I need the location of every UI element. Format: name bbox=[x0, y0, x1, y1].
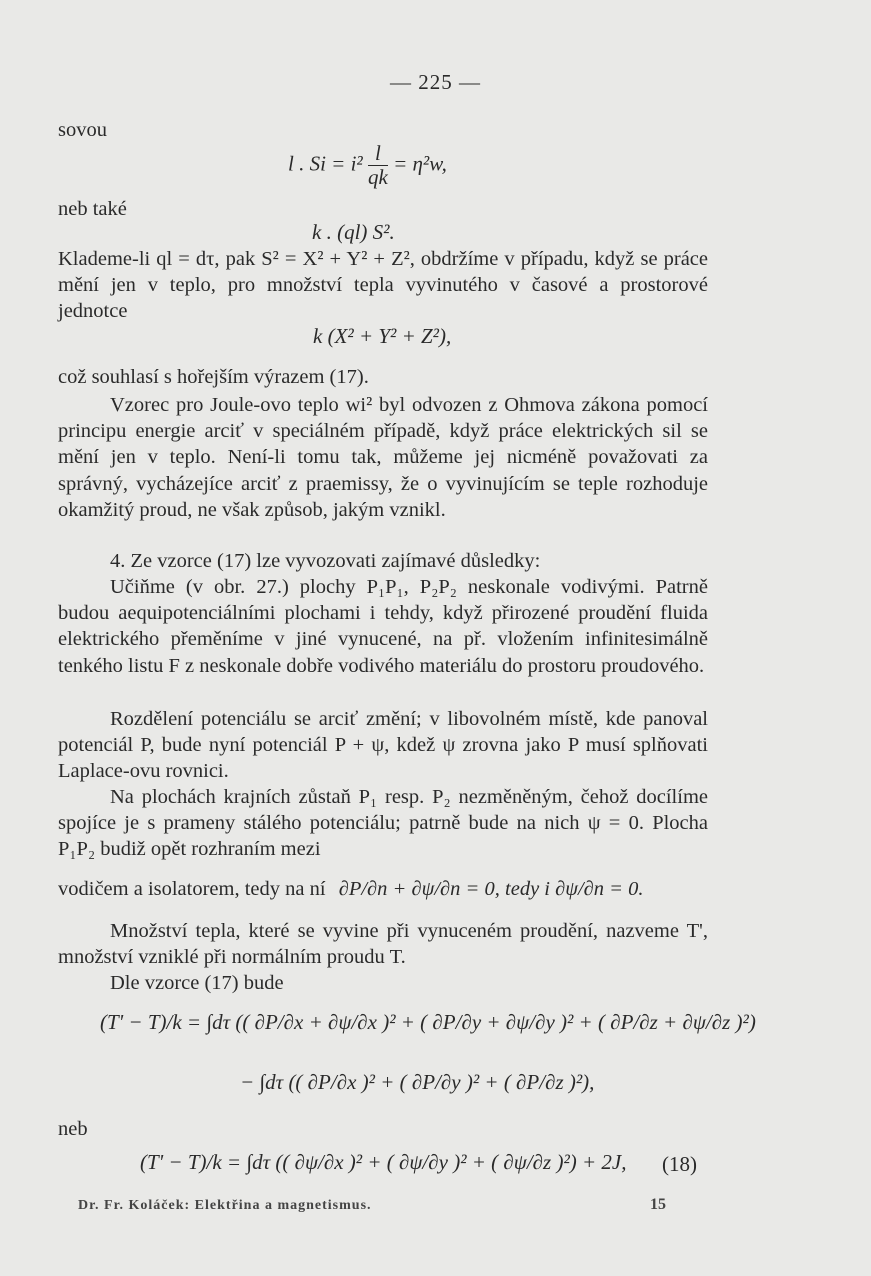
text-line-sovou: sovou bbox=[58, 119, 107, 141]
footer-book-title: Dr. Fr. Koláček: Elektřina a magnetismus. bbox=[78, 1198, 372, 1213]
paragraph-6: Rozdělení potenciálu se arciť změní; v libovolném místě, kde panoval potenciál P, bude nyní potenciál P + ψ, kdež ψ zrovna jako P musí splňovati Laplace-ovu rovnici. bbox=[58, 708, 708, 783]
equation-18: (T' − T)/k = ∫dτ (( ∂ψ/∂x )² + ( ∂ψ/∂y )² + ( ∂ψ/∂z )²) + 2J, bbox=[140, 1150, 627, 1174]
paragraph-5: Učiňme (v obr. 27.) plochy P₁P₁, P₂P₂ neskonale vodivými. Patrně budou aequipotenciálními plochami i tehdy, když přirozené proudění fluida elektrického přeměníme v jiné vynucené, na př. vložením infinitesimálně tenkého listu F z neskonale dobře vodivého materiálu do prostoru proudového. bbox=[58, 576, 708, 677]
equation-joule bbox=[288, 142, 447, 189]
equation-joule-right: = η²w, bbox=[393, 151, 447, 176]
paragraph-9: Dle vzorce (17) bude bbox=[110, 972, 284, 994]
equation-joule-fraction bbox=[368, 142, 388, 189]
text-vodicem: vodičem a isolatorem, tedy na ní bbox=[58, 878, 326, 900]
equation-kqls: k . (ql) S². bbox=[312, 220, 395, 244]
paragraph-1: Klademe-li ql = dτ, pak S² = X² + Y² + Z², obdržíme v případu, když se práce mění jen v teplo, pro množství tepla vyvinutého v časové a prostorové jednotce bbox=[58, 248, 708, 323]
page-number: — 225 — bbox=[390, 70, 481, 94]
equation-joule-left: l . Si = i² bbox=[288, 151, 363, 176]
paragraph-7-last-line bbox=[58, 876, 644, 902]
fraction-denominator: qk bbox=[367, 165, 388, 190]
equation-heat-difference-1: (T' − T)/k = ∫dτ (( ∂P/∂x + ∂ψ/∂x )² + ( ∂P/∂y + ∂ψ/∂y )² + ( ∂P/∂z + ∂ψ/∂z )²) bbox=[100, 1010, 756, 1034]
equation-boundary: ∂P/∂n + ∂ψ/∂n = 0, tedy i ∂ψ/∂n = 0. bbox=[338, 878, 644, 900]
equation-heat-difference-2: − ∫dτ (( ∂P/∂x )² + ( ∂P/∂y )² + ( ∂P/∂z )²), bbox=[240, 1070, 595, 1094]
equation-kxyz: k (X² + Y² + Z²), bbox=[313, 324, 452, 348]
paragraph-7: Na plochách krajních zůstaň P₁ resp. P₂ nezměněným, čehož docílíme spojíce je s prameny stálého potenciálu; patrně bude na nich ψ = 0. Plocha P₁P₂ budiž opět rozhraním mezi bbox=[58, 786, 708, 861]
paragraph-8: Množství tepla, které se vyvine při vynuceném proudění, nazveme T', množství vzniklé při normálním proudu T. bbox=[58, 920, 708, 969]
text-line-neb-take: neb také bbox=[58, 198, 127, 220]
equation-number-18: (18) bbox=[662, 1152, 697, 1176]
paragraph-3: Vzorec pro Joule-ovo teplo wi² byl odvozen z Ohmova zákona pomocí principu energie arciť v speciálném případě, když práce elektrických sil se mění jen v teplo. Není-li tomu tak, můžeme jej nicméně považovati za správný, vycházejíce arciť z praemissy, že o vyvinujícím se teple rozhoduje okamžitý proud, ne však způsob, jakým vznikl. bbox=[58, 394, 708, 521]
text-neb: neb bbox=[58, 1118, 88, 1140]
paragraph-4: 4. Ze vzorce (17) lze vyvozovati zajímavé důsledky: bbox=[110, 550, 541, 572]
fraction-numerator: l bbox=[368, 142, 388, 166]
paragraph-2: což souhlasí s hořejším výrazem (17). bbox=[58, 366, 369, 388]
footer-signature-number: 15 bbox=[650, 1196, 666, 1213]
